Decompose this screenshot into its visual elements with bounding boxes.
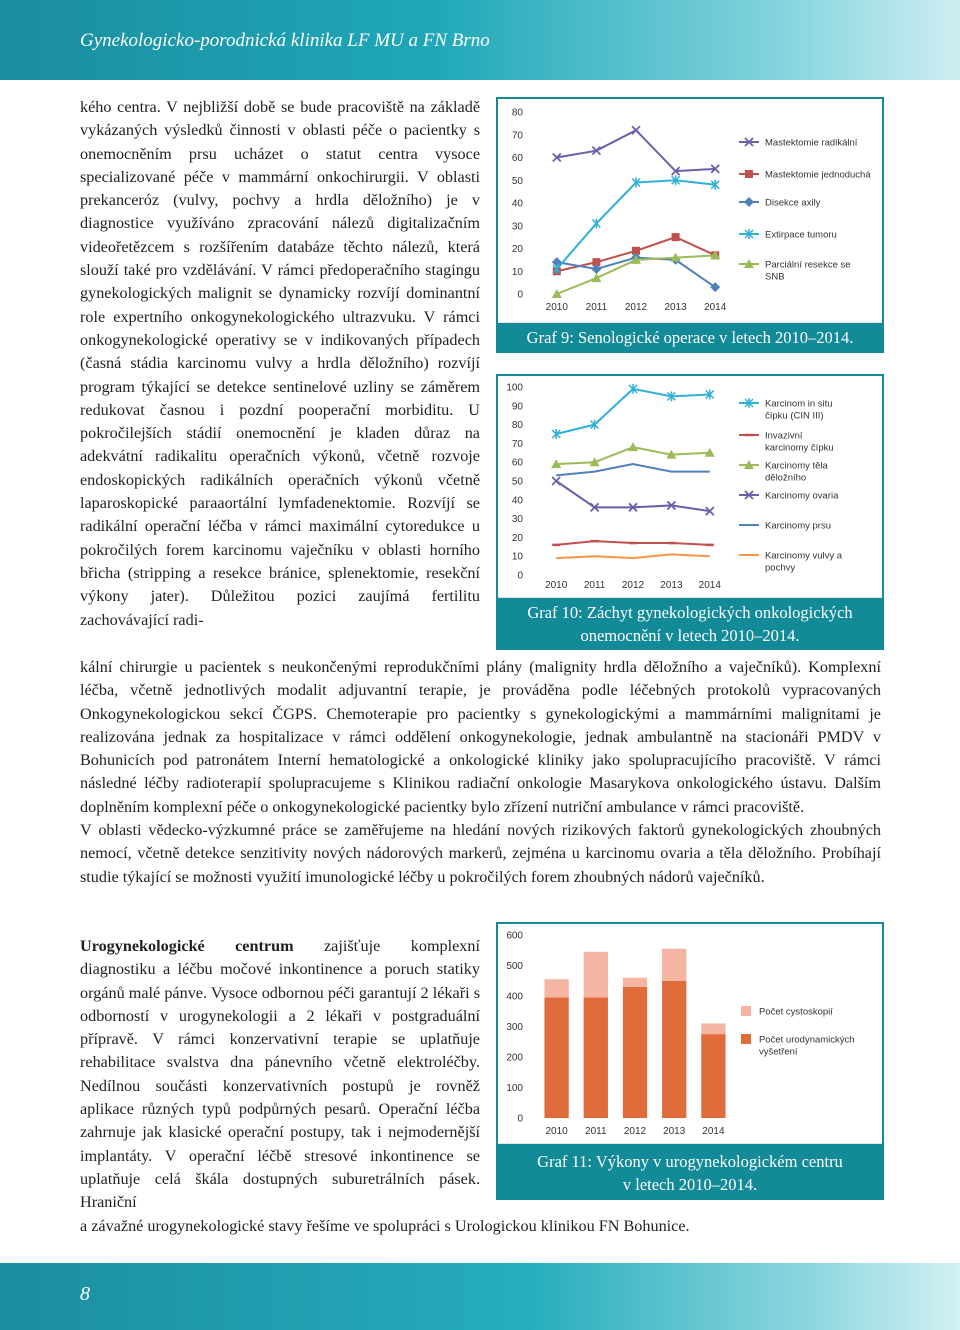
fig11-caption-line1: Graf 11: Výkony v urogynekologickém centru: [537, 1152, 843, 1171]
x-tick-label: 2013: [663, 1126, 686, 1137]
data-point: [628, 442, 638, 451]
y-tick-label: 50: [511, 175, 523, 187]
x-tick-label: 2012: [624, 302, 648, 313]
figure-10-caption: [496, 598, 884, 650]
data-point: [632, 126, 640, 134]
fig10-caption-line2: onemocnění v letech 2010–2014.: [580, 626, 800, 645]
y-tick-label: 60: [511, 153, 523, 164]
legend-label: Počet cystoskopií: [759, 1006, 833, 1018]
y-tick-label: 70: [511, 438, 523, 450]
legend-label: Karcinomy vulvy a: [765, 550, 843, 562]
x-tick-label: 2011: [583, 580, 606, 591]
y-tick-label: 60: [511, 457, 523, 469]
legend-label: Karcinom in situ: [765, 398, 833, 410]
page-number: 8: [80, 1283, 90, 1305]
legend-label: děložního: [765, 472, 807, 484]
y-tick-label: 300: [506, 1022, 523, 1033]
chart-10-plot: [496, 374, 884, 598]
fig9-caption-text: Graf 9: Senologické operace v letech 2010–2014.: [526, 328, 854, 347]
legend-swatch: [741, 1034, 751, 1044]
bar-segment: [544, 998, 568, 1118]
x-tick-label: 2012: [623, 1126, 647, 1137]
y-tick-label: 100: [506, 382, 523, 394]
figure-9: [496, 97, 884, 353]
x-tick-label: 2010: [545, 302, 568, 313]
legend-label: vyšetření: [759, 1046, 798, 1058]
x-tick-label: 2014: [704, 302, 727, 313]
text-full-3: [80, 1215, 881, 1238]
bar-segment: [662, 949, 686, 981]
bar-segment: [623, 978, 647, 987]
fig10-caption-line1: Graf 10: Záchyt gynekologických onkologických: [527, 603, 853, 622]
paragraph-research: V oblasti vědecko-výzkumné práce se zaměřujeme na hledání nových rizikových faktorů gynekologických zhoubných nemocí, včetně detekce senzitivity nových nádorových markerů, zejména u karcinomu ovaria a těla děložního. Probíhají studie týkající se možnosti využití imunologické léčby u pokročilých forem zhoubných nádorů vaječníků.: [80, 821, 881, 886]
legend-label: Mastektomie jednoduchá: [765, 169, 871, 181]
figure-9-caption: [496, 323, 884, 353]
y-tick-label: 500: [506, 961, 523, 972]
chart-11-plot: [496, 922, 884, 1144]
series-line: [557, 130, 715, 171]
legend-label: Invazivní: [765, 430, 803, 442]
y-tick-label: 90: [511, 401, 523, 413]
bar-segment: [584, 952, 608, 998]
data-point: [672, 233, 680, 241]
series-line: [556, 554, 710, 558]
y-tick-label: 80: [511, 107, 523, 119]
text-full-1: [80, 656, 881, 889]
data-point: [552, 477, 560, 485]
y-tick-label: 600: [506, 930, 523, 942]
bar-segment: [584, 998, 608, 1118]
chart-senology: [497, 98, 885, 324]
legend-marker: [744, 197, 754, 207]
legend-swatch: [741, 1006, 751, 1016]
x-tick-label: 2014: [702, 1126, 725, 1137]
paragraph-urology: a závažné urogynekologické stavy řešíme ve spolupráci s Urologickou klinikou FN Bohunice.: [80, 1217, 690, 1235]
data-point: [592, 218, 600, 228]
header-title: Gynekologicko-porodnická klinika LF MU a FN Brno: [80, 30, 490, 51]
figure-10: [496, 374, 884, 650]
urogyn-title: Urogynekologické centrum: [80, 937, 294, 955]
legend-label: Parciální resekce se: [765, 259, 851, 271]
paragraph-complex-therapy: kální chirurgie u pacientek s neukončenými reprodukčními plány (malignity hrdla děložního a vaječníků). Komplexní léčba, včetně jednotlivých modalit adjuvantní terapie, je prováděna podle léčebných protokolů vypracovaných Onkogynekologickou sekcí ČGPS. Chemoterapie pro pacientky s gynekologickými a mammárními malignitami je realizována jednak za hospitalizace v rámci oddělení onkogynekologie, jednak ambulantně na stacionáři PMDV v Bohunicích pod patronátem Interní hematologické a onkologické kliniky jako spolupracujícího pracoviště. V rámci následné léčby radioterapií spolupracujeme s Klinikou radiační onkologie Masarykova onkologického ústavu. Dalším doplněním komplexní péče o onkogynekologické pacientky bylo zřízení nutriční ambulance v rámci pracoviště.: [80, 658, 881, 816]
bar-segment: [544, 979, 568, 997]
data-point: [591, 273, 601, 282]
y-tick-label: 80: [511, 420, 523, 432]
chart-9-plot: [496, 97, 884, 323]
y-tick-label: 40: [511, 198, 523, 210]
y-tick-label: 30: [511, 514, 523, 526]
legend-label: Karcinomy ovaria: [765, 490, 839, 502]
urogyn-text: zajišťuje komplexní diagnostiku a léčbu močové inkontinence a poruch statiky orgánů malé pánve. Vysoce odbornou péči garantují 2 lékaři s odborností v urogynekologii a 2 lékaři v postgraduální přípravě. V rámci konzervativní terapie se uplatňuje rehabilitace svalstva dna pánevního včetně elektroléčby. Nedílnou součásti konzervativních postupů je rovněž aplikace různých typů podpůrných pesarů. Operační léčba zahrnuje jak klasické operační postupy, tak i nejmodernější implantáty. V operační léčbě stresové inkontinence se uplatňuje celá škála dostupných suburetrálních pásek. Hraniční: [80, 937, 480, 1212]
y-tick-label: 50: [511, 476, 523, 488]
x-tick-label: 2010: [545, 1126, 568, 1137]
y-tick-label: 20: [511, 244, 523, 255]
paragraph-oncology: kého centra. V nejbližší době se bude pracoviště na základě vykázaných výsledků činnosti v oblasti péče o pacientky s onemocněním prsu ucházet o statut centra vysoce specializované péče v mammární onkochirurgii. V oblasti prekanceróz (vulvy, pochvy a hrdla děložního) je v diagnostice využíváno zpracování nálezů digitalizačním videořetězcem s rozšířením databáze těchto nálezů, která slouží také pro vzdělávání. V rámci předoperačního stagingu gynekologických malignit se dynamicky rozvíjí dominantní role expertního onkogynekologického ultrazvuku. V rámci onkogynekologické operativy se v indikovaných případech (časná stádia karcinomu vulvy a hrdla děložního) rozvíjí program týkající se detekce sentinelové uzliny se záměrem redukovat časnou i pozdní pooperační morbiditu. U pokročilejších stádií onemocnění je kladen důraz na adekvátní radikalitu operačních výkonů, včetně rozvoje endoskopických radikálních operačních výkonů včetně laparoskopické paraaortální lymfadenektomie. Rozvíjí se radikální operační léčba v rámci maximální cytoredukce u pokročilých forem karcinomu vaječníku v oblasti horního břicha (stripping a resekce bránice, splenektomie, resekční výkony jater). Důležitou pozici zaujímá fertilitu zachovávající radi-: [80, 98, 480, 629]
page-footer: [0, 1263, 960, 1330]
y-tick-label: 0: [517, 570, 523, 582]
x-tick-label: 2013: [664, 302, 687, 313]
x-tick-label: 2011: [585, 302, 608, 313]
fig11-caption-line2: v letech 2010–2014.: [622, 1175, 758, 1194]
y-tick-label: 40: [511, 495, 523, 507]
series-line: [556, 389, 710, 434]
y-tick-label: 400: [506, 991, 523, 1003]
y-tick-label: 200: [506, 1052, 523, 1064]
legend-label: Mastektomie radikální: [765, 137, 858, 149]
legend-label: Karcinomy prsu: [765, 520, 831, 532]
y-tick-label: 30: [511, 221, 523, 233]
legend-label: karcinomy čípku: [765, 442, 834, 454]
y-tick-label: 100: [506, 1083, 523, 1094]
y-tick-label: 0: [517, 1113, 523, 1125]
figure-11-caption: [496, 1144, 884, 1200]
legend-label: Karcinomy těla: [765, 460, 828, 472]
bar-segment: [701, 1034, 725, 1118]
legend-label: Počet urodynamických: [759, 1034, 855, 1046]
legend-marker: [745, 170, 753, 178]
legend-label: Extirpace tumoru: [765, 229, 837, 241]
text-column-2: [80, 935, 480, 1215]
series-line: [556, 464, 710, 475]
x-tick-label: 2014: [698, 580, 721, 591]
y-tick-label: 10: [511, 266, 523, 278]
legend-label: čípku (CIN III): [765, 410, 824, 422]
legend-label: SNB: [765, 271, 785, 283]
y-tick-label: 70: [511, 130, 523, 142]
text-column-1: [80, 96, 480, 632]
x-tick-label: 2010: [545, 580, 568, 591]
chart-urogynecology: [497, 923, 885, 1145]
figure-11: [496, 922, 884, 1200]
chart-oncology-detection: [497, 375, 885, 599]
x-tick-label: 2012: [621, 580, 645, 591]
bar-segment: [662, 981, 686, 1118]
bar-segment: [623, 987, 647, 1118]
y-tick-label: 20: [511, 532, 523, 544]
x-tick-label: 2013: [660, 580, 683, 591]
paragraph-urogynecology: [80, 935, 480, 1215]
legend-label: Disekce axily: [765, 197, 821, 209]
y-tick-label: 10: [511, 551, 523, 563]
bar-segment: [701, 1023, 725, 1034]
x-tick-label: 2011: [585, 1126, 607, 1137]
legend-label: pochvy: [765, 562, 796, 574]
y-tick-label: 0: [517, 289, 523, 301]
